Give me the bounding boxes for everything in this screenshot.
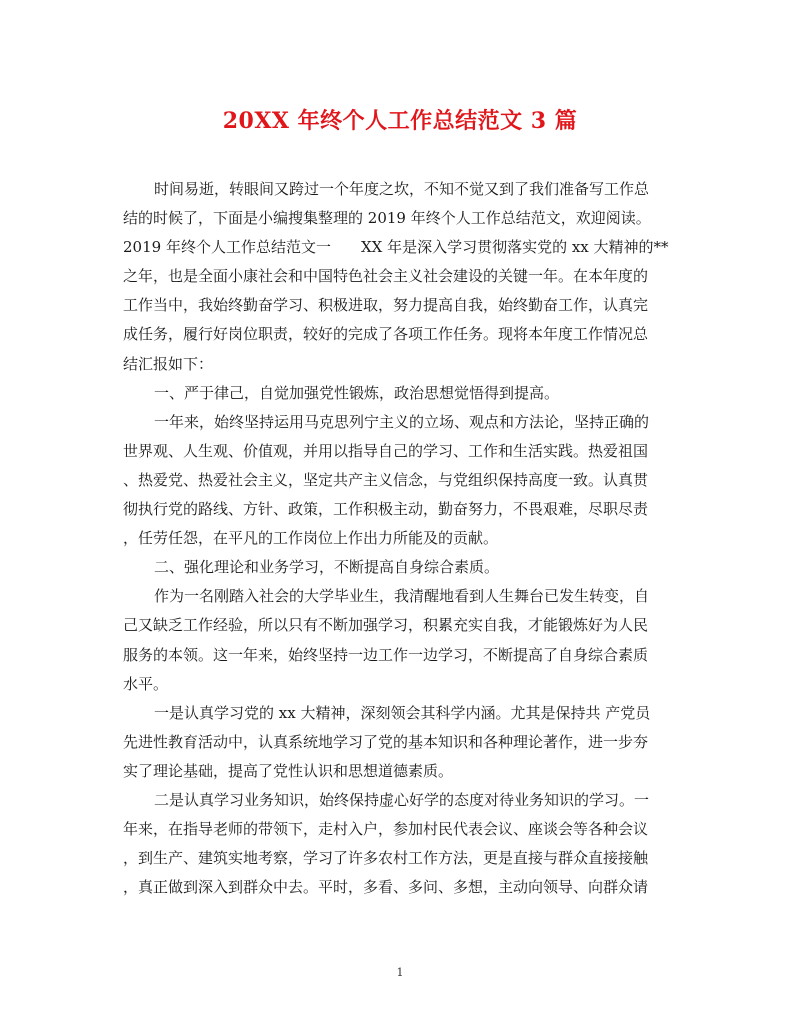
- text-line: 实了理论基础，提高了党性认识和思想道德素质。: [123, 761, 454, 780]
- text-line: 工作当中，我始终勤奋学习、积极进取，努力提高自我，始终勤奋工作，认真完: [123, 296, 649, 315]
- text-line: 时间易逝，转眼间又跨过一个年度之坎，不知不觉又到了我们准备写工作总: [154, 180, 650, 198]
- text-line: 成任务，履行好岗位职责，较好的完成了各项工作任务。现将本年度工作情况总: [123, 325, 649, 344]
- text-line: 先进性教育活动中，认真系统地学习了党的基本知识和各种理论著作，进一步夯: [123, 732, 649, 751]
- text-line: 己又缺乏工作经验，所以只有不断加强学习，积累充实自我，才能锻炼好为人民: [123, 616, 649, 635]
- text-line: 服务的本领。这一年来，始终坚持一边工作一边学习，不断提高了自身综合素质: [123, 645, 649, 664]
- page-number: 1: [396, 966, 404, 979]
- text-line: 二是认真学习业务知识，始终保持虚心好学的态度对待业务知识的学习。一: [154, 790, 650, 809]
- text-line: 结的时候了，下面是小编搜集整理的 2019 年终个人工作总结范文，欢迎阅读。: [123, 209, 651, 228]
- text-line: 之年，也是全面小康社会和中国特色社会主义社会建设的关键一年。在本年度的: [123, 267, 649, 286]
- section-heading: 一、严于律己，自觉加强党性锻炼，政治思想觉悟得到提高。: [154, 383, 560, 402]
- text-line: 作为一名刚踏入社会的大学毕业生，我清醒地看到人生舞台已发生转变，自: [154, 587, 650, 606]
- text-line: ，任劳任怨，在平凡的工作岗位上作出力所能及的贡献。: [123, 529, 499, 548]
- text-line: ，到生产、建筑实地考察，学习了许多农村工作方法，更是直接与群众直接接触: [123, 849, 649, 868]
- text-line: 一是认真学习党的 xx 大精神，深刻领会其科学内涵。尤其是保持共 产党员: [154, 703, 651, 722]
- text-line: 一年来，始终坚持运用马克思列宁主义的立场、观点和方法论，坚持正确的: [154, 412, 650, 431]
- section-heading: 二、强化理论和业务学习，不断提高自身综合素质。: [154, 558, 500, 577]
- document-title: 20XX 年终个人工作总结范文 3 篇: [222, 108, 578, 134]
- text-line: 世界观、人生观、价值观，并用以指导自己的学习、工作和生活实践。热爱祖国: [123, 441, 649, 460]
- text-line: 彻执行党的路线、方针、政策，工作积极主动，勤奋努力，不畏艰难，尽职尽责: [123, 500, 649, 519]
- text-line: 2019 年终个人工作总结范文一 XX 年是深入学习贯彻落实党的 xx 大精神的**: [123, 238, 669, 257]
- text-line: 水平。: [123, 674, 169, 693]
- text-line: 年来，在指导老师的带领下，走村入户，参加村民代表会议、座谈会等各种会议: [123, 820, 649, 839]
- text-line: 、热爱党、热爱社会主义，坚定共产主义信念，与党组织保持高度一致。认真贯: [123, 470, 649, 489]
- text-line: ，真正做到深入到群众中去。平时，多看、多问、多想，主动向领导、向群众请: [123, 878, 649, 897]
- text-line: 结汇报如下：: [123, 354, 214, 373]
- document-body: [123, 175, 678, 902]
